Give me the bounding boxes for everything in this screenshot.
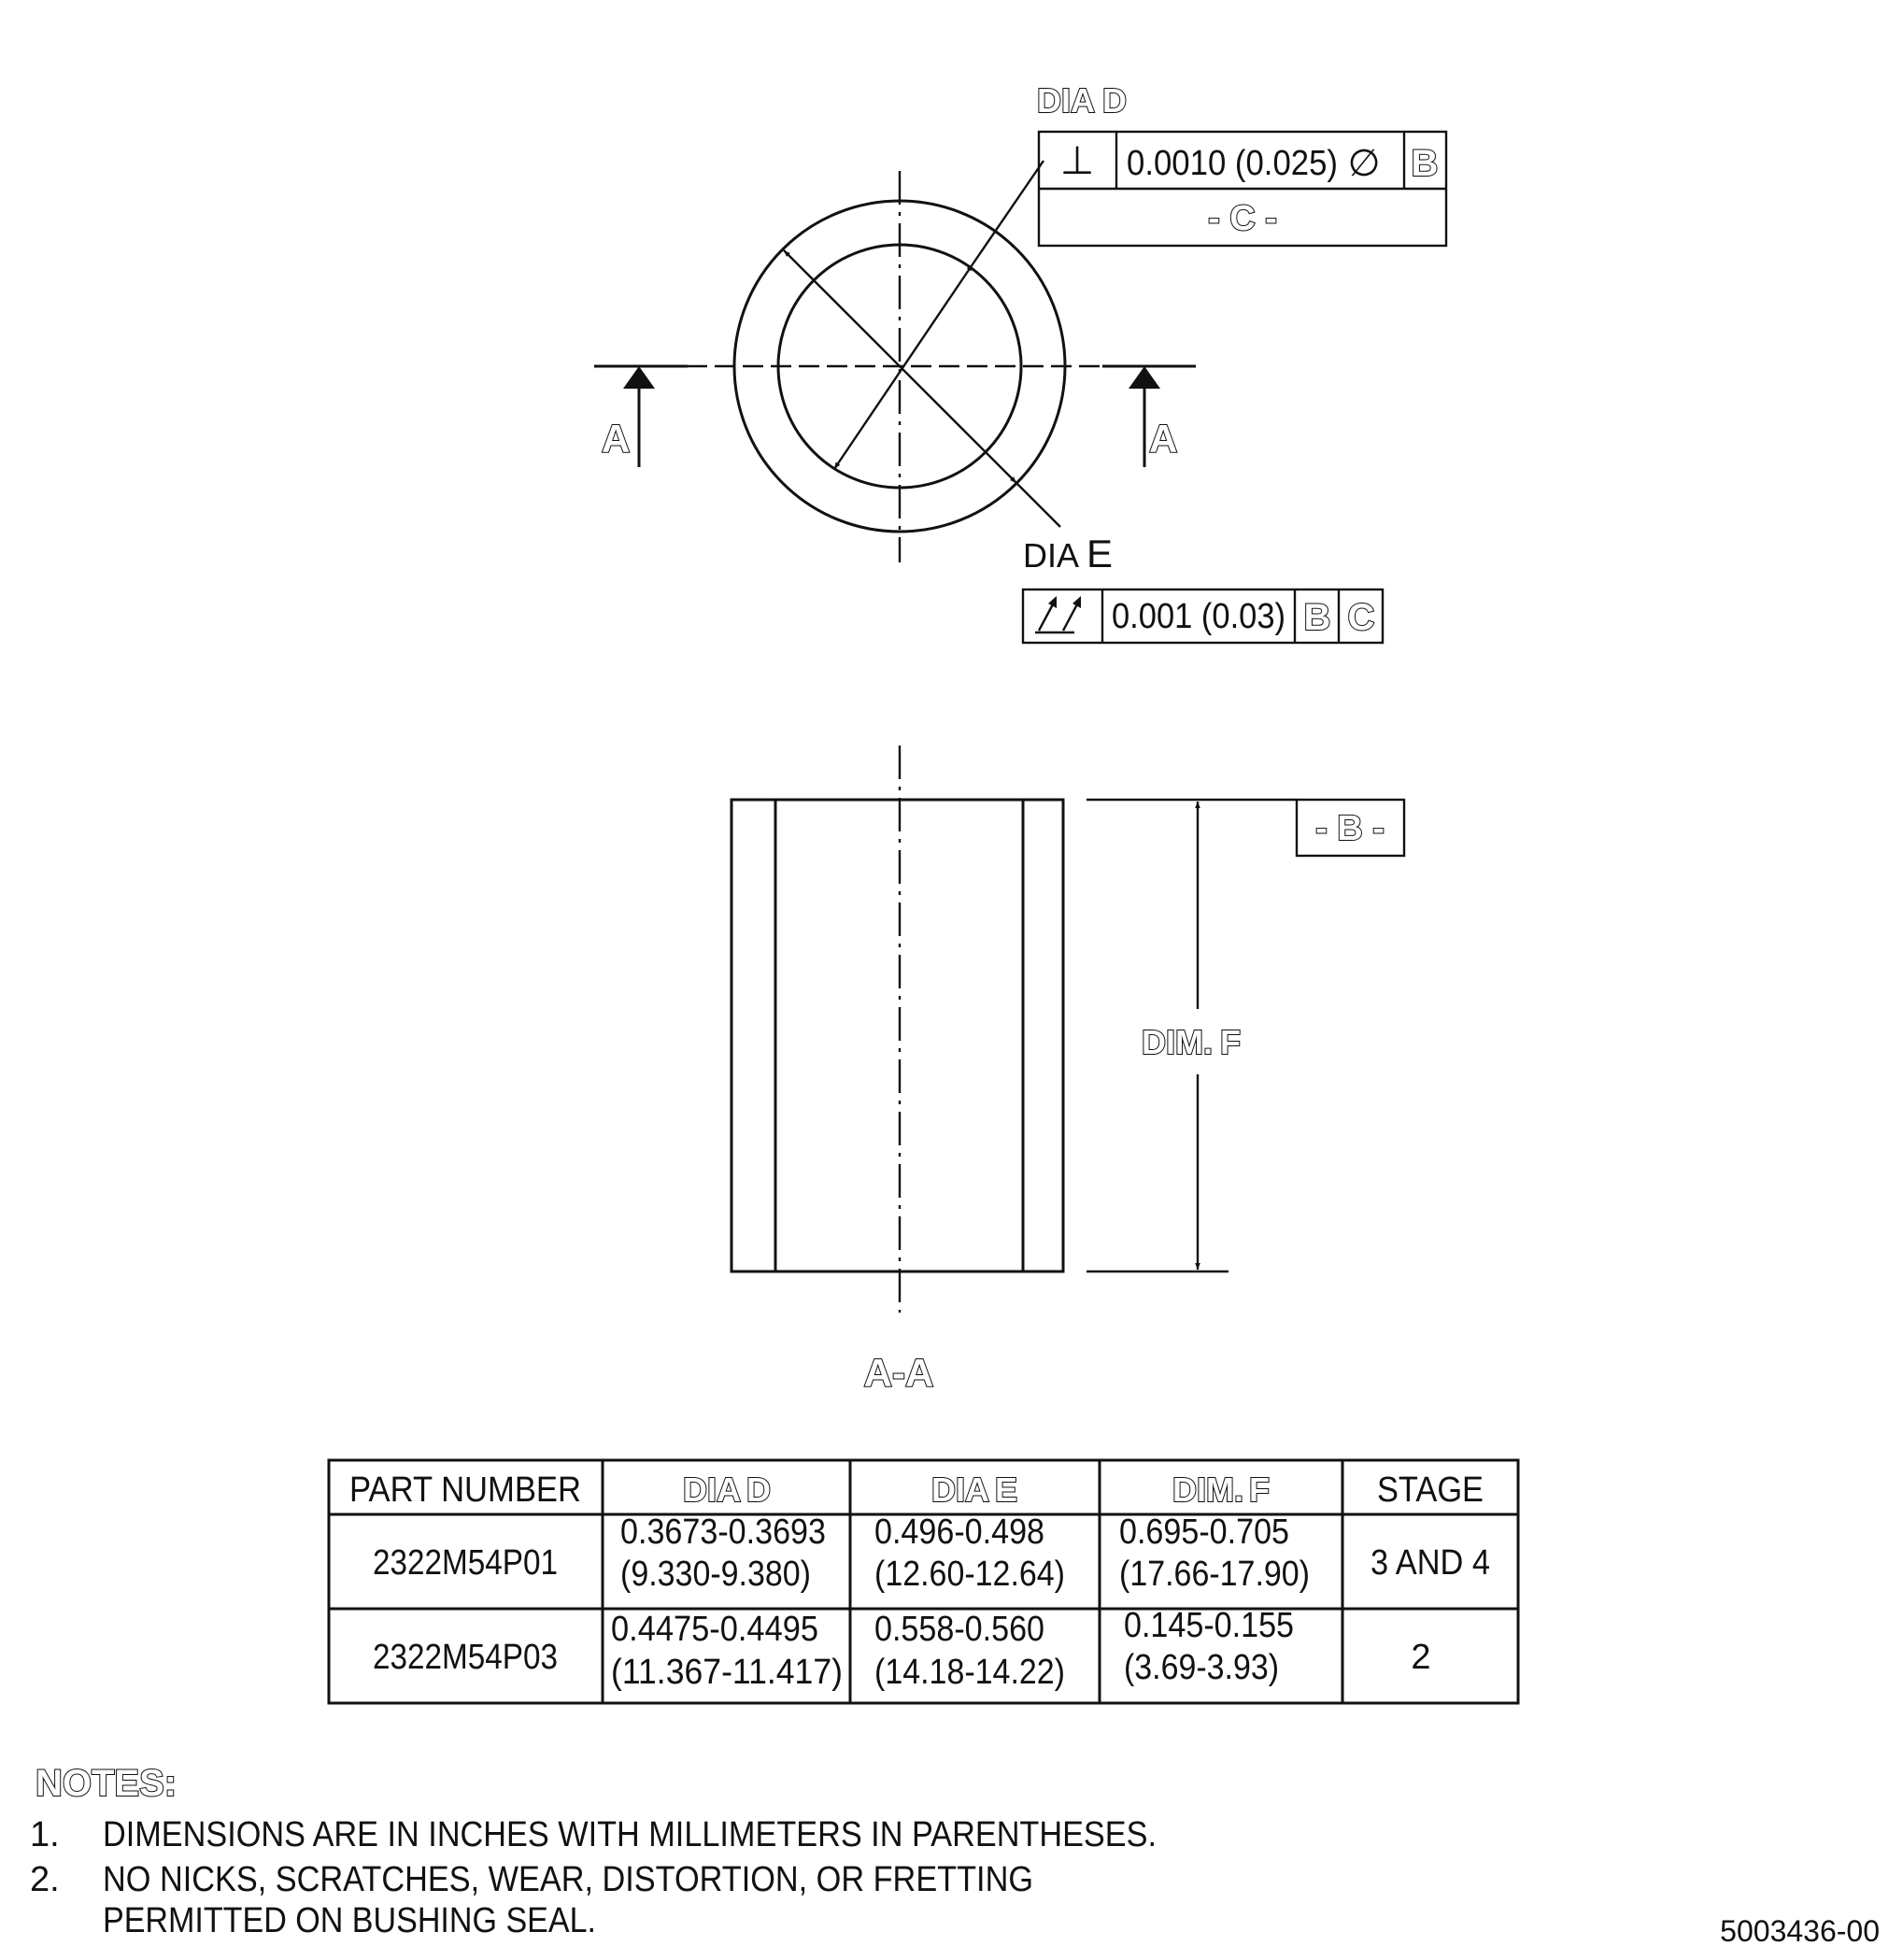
runout-datum-c: C	[1347, 597, 1375, 638]
section-view	[731, 746, 1404, 1395]
dia-e-prefix: DIA	[1023, 536, 1080, 575]
runout-tolerance: 0.001 (0.03)	[1112, 597, 1285, 636]
row1-dia-d-mm: (9.330-9.380)	[620, 1555, 811, 1594]
table-row	[373, 1606, 1431, 1692]
datum-b-label: - B -	[1315, 809, 1385, 848]
row2-dia-d-in: 0.4475-0.4495	[611, 1610, 818, 1649]
row2-dia-e-in: 0.558-0.560	[874, 1610, 1044, 1649]
figure-number: 5003436-00	[1720, 1914, 1880, 1948]
notes-heading: NOTES:	[36, 1763, 178, 1804]
top-view	[594, 81, 1446, 643]
row1-dia-e-mm: (12.60-12.64)	[874, 1555, 1065, 1594]
row2-part-number: 2322M54P03	[373, 1638, 558, 1677]
header-dia-d: DIA D	[683, 1470, 771, 1509]
dim-f-label	[1142, 1023, 1241, 1061]
table-row	[373, 1513, 1490, 1594]
row2-stage: 2	[1411, 1638, 1431, 1677]
row1-dia-e-in: 0.496-0.498	[874, 1513, 1044, 1552]
dia-e-letter: E	[1087, 532, 1114, 575]
note-1-number: 1.	[30, 1815, 60, 1854]
row2-dia-d-mm: (11.367-11.417)	[611, 1653, 843, 1692]
row2-dim-f-mm: (3.69-3.93)	[1124, 1648, 1279, 1687]
note-2-number: 2.	[30, 1860, 60, 1899]
notes	[30, 1763, 1157, 1940]
parts-table	[329, 1460, 1518, 1703]
header-stage: STAGE	[1377, 1470, 1484, 1510]
dia-e-leader	[1016, 483, 1060, 527]
perpendicularity-tolerance: 0.0010 (0.025)	[1127, 144, 1338, 183]
row2-dim-f-in: 0.145-0.155	[1124, 1606, 1294, 1645]
dia-d-leader	[973, 161, 1044, 264]
note-2-text-line2: PERMITTED ON BUSHING SEAL.	[103, 1901, 596, 1940]
row1-dia-d-in: 0.3673-0.3693	[620, 1513, 826, 1552]
total-runout-icon	[1035, 596, 1081, 632]
diameter-symbol: ∅	[1347, 143, 1381, 184]
header-dim-f: DIM. F	[1172, 1470, 1270, 1509]
dia-d-prefix: DIA	[1037, 81, 1095, 120]
runout-datum-b: B	[1303, 597, 1331, 638]
bushing-outline	[731, 800, 1063, 1271]
header-part-number: PART NUMBER	[349, 1470, 581, 1510]
row2-dia-e-mm: (14.18-14.22)	[874, 1653, 1065, 1692]
perpendicularity-symbol: ⊥	[1059, 138, 1095, 182]
dim-f-prefix: DIM.	[1142, 1023, 1213, 1061]
perpendicularity-datum: B	[1411, 143, 1439, 184]
dia-e-label	[1023, 532, 1113, 575]
note-1-text: DIMENSIONS ARE IN INCHES WITH MILLIMETERS IN PARENTHESES.	[103, 1815, 1157, 1854]
section-marker-right	[1102, 366, 1196, 467]
section-title: A-A	[863, 1351, 934, 1395]
perpendicularity-frame	[1039, 132, 1446, 246]
runout-frame	[1023, 589, 1383, 643]
note-2-text-line1: NO NICKS, SCRATCHES, WEAR, DISTORTION, OR FRETTING	[103, 1860, 1033, 1899]
section-marker-left-label: A	[602, 417, 631, 461]
row1-stage: 3 AND 4	[1371, 1543, 1490, 1583]
section-marker-left	[594, 366, 688, 467]
header-dia-e: DIA E	[930, 1470, 1018, 1509]
dia-d-label	[1037, 81, 1127, 120]
dim-f-letter: F	[1220, 1023, 1241, 1061]
dia-d-letter: D	[1102, 81, 1127, 120]
row1-dim-f-mm: (17.66-17.90)	[1119, 1555, 1310, 1594]
section-marker-right-label: A	[1149, 417, 1178, 461]
row1-dim-f-in: 0.695-0.705	[1119, 1513, 1289, 1552]
datum-c-label: - C -	[1208, 199, 1277, 238]
table-header-row	[349, 1470, 1484, 1510]
row1-part-number: 2322M54P01	[373, 1543, 558, 1583]
